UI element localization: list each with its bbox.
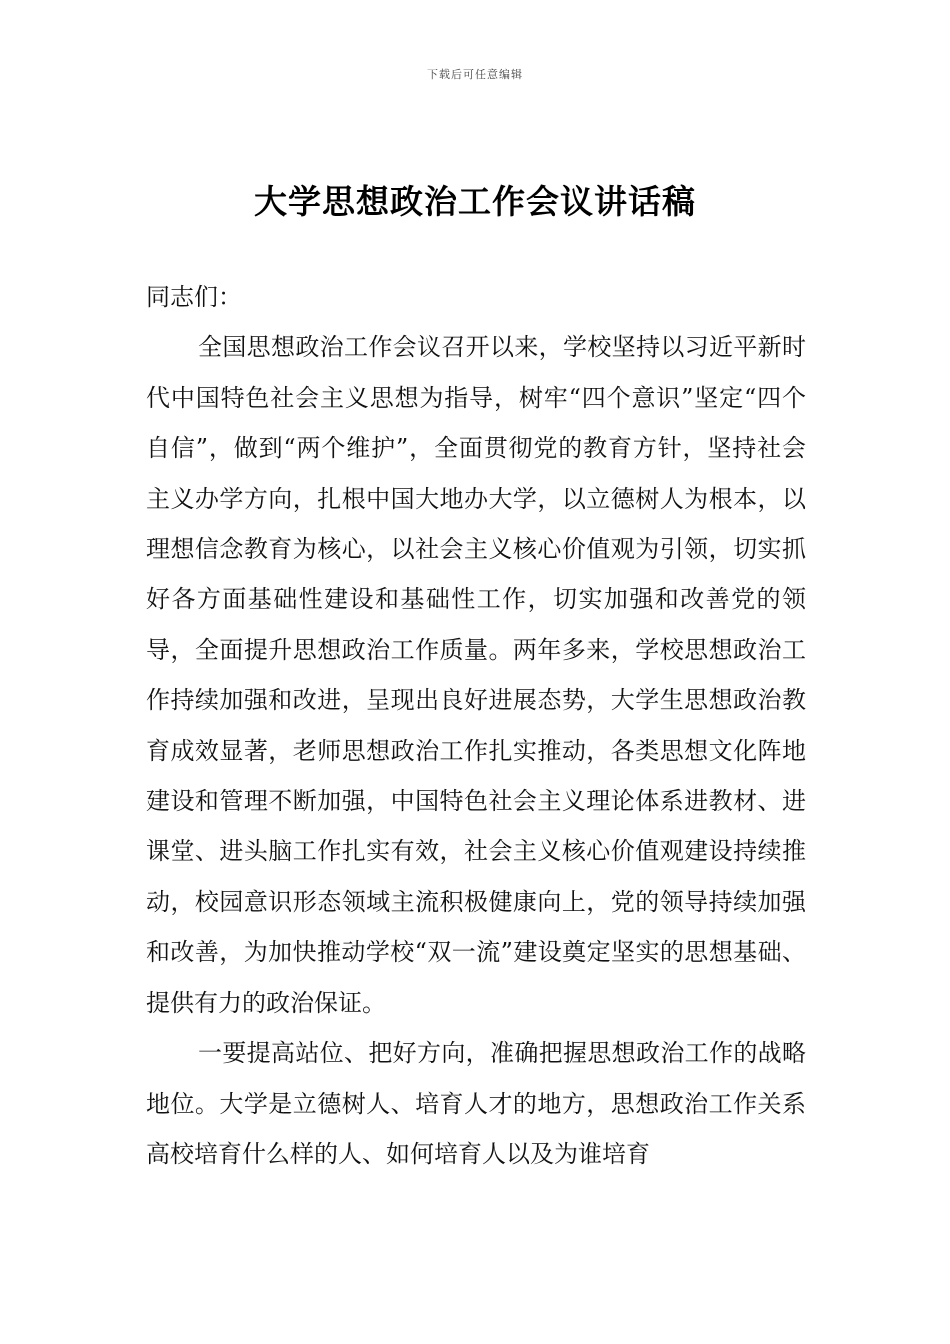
document-body xyxy=(146,272,806,1179)
paragraph-1: 全国思想政治工作会议召开以来，学校坚持以习近平新时代中国特色社会主义思想为指导，树牢“四个意识”坚定“四个自信”，做到“两个维护”，全面贯彻党的教育方针，坚持社会主义办学方向，扎根中国大地办大学，以立德树人为根本，以理想信念教育为核心，以社会主义核心价值观为引领，切实抓好各方面基础性建设和基础性工作，切实加强和改善党的领导，全面提升思想政治工作质量。两年多来，学校思想政治工作持续加强和改进，呈现出良好进展态势，大学生思想政治教育成效显著，老师思想政治工作扎实推动，各类思想文化阵地建设和管理不断加强，中国特色社会主义理论体系进教材、进课堂、进头脑工作扎实有效，社会主义核心价值观建设持续推动，校园意识形态领域主流积极健康向上，党的领导持续加强和改善，为加快推动学校“双一流”建设奠定坚实的思想基础、提供有力的政治保证。 xyxy=(146,333,806,1017)
download-note: 下载后可任意编辑 xyxy=(427,68,523,81)
document-title: 大学思想政治工作会议讲话稿 xyxy=(254,182,696,221)
salutation: 同志们： xyxy=(146,283,242,311)
paragraph-2: 一要提高站位、把好方向，准确把握思想政治工作的战略地位。大学是立德树人、培育人才的地方，思想政治工作关系高校培育什么样的人、如何培育人以及为谁培育 xyxy=(146,1039,806,1168)
